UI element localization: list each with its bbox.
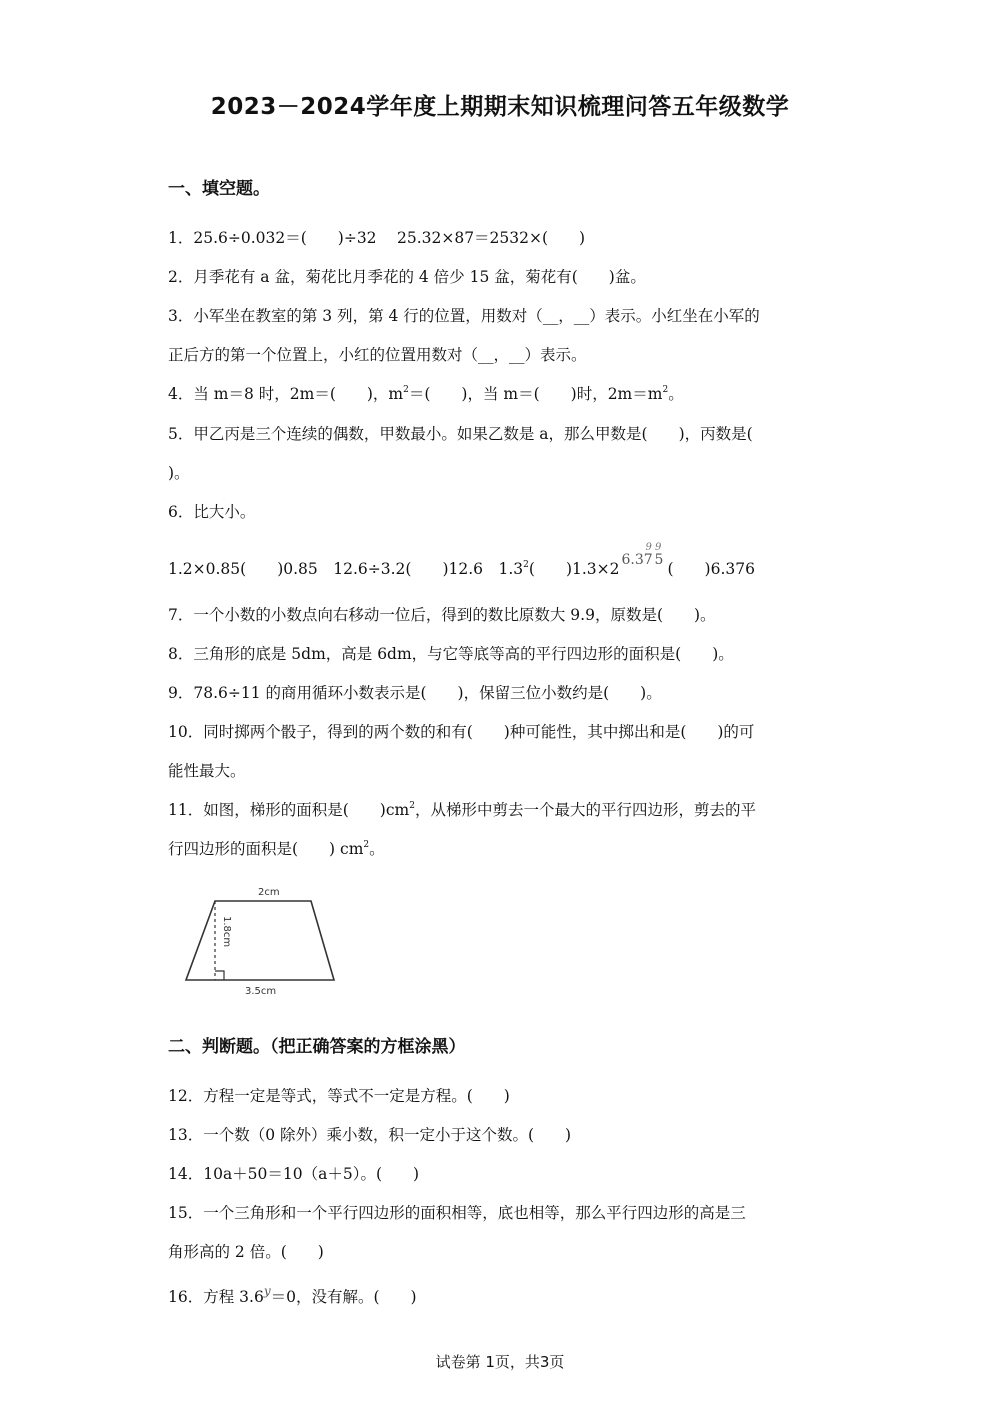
mixed-number-formula-image: 6.37 9 9 5 bbox=[621, 542, 664, 568]
height-label: 1.8cm bbox=[221, 916, 232, 948]
q6-exponent: 2 bbox=[523, 560, 529, 570]
page-footer: 试卷第 1页，共3页 bbox=[435, 1353, 565, 1371]
q16-variable: y bbox=[263, 1284, 271, 1298]
page-title: 2023－2024学年度上期期末知识梳理问答五年级数学 bbox=[210, 94, 790, 120]
question-11-line-1 bbox=[168, 800, 756, 820]
question-3-line-2: 正后方的第一个位置上，小红的位置用数对（__，__）表示。 bbox=[168, 346, 587, 364]
q16-text-1: 16．方程 3.6 bbox=[168, 1288, 264, 1306]
question-11-line-2 bbox=[168, 839, 385, 859]
question-5-line-1: 5．甲乙丙是三个连续的偶数，甲数最小。如果乙数是 a，那么甲数是( )，丙数是( bbox=[168, 425, 753, 443]
trapezoid-outline bbox=[186, 901, 334, 980]
question-4 bbox=[168, 384, 684, 404]
right-angle-mark bbox=[215, 971, 224, 980]
q6-text-3: ( )6.376 bbox=[667, 560, 755, 578]
question-6-comparisons bbox=[168, 542, 755, 579]
question-3-line-1: 3．小军坐在教室的第 3 列，第 4 行的位置，用数对（__，__）表示。小红坐在小军的 bbox=[168, 307, 760, 325]
question-15-line-2: 角形高的 2 倍。( ) bbox=[168, 1243, 324, 1261]
question-1: 1．25.6÷0.032＝( )÷32 25.32×87＝2532×( ) bbox=[168, 229, 586, 247]
q11-text-4: 。 bbox=[369, 840, 385, 858]
question-13: 13．一个数（0 除外）乘小数，积一定小于这个数。( ) bbox=[168, 1126, 572, 1144]
q6-text-1: 1.2×0.85( )0.85 12.6÷3.2( )12.6 1.3 bbox=[168, 560, 524, 578]
section-heading-true-false: 二、判断题。（把正确答案的方框涂黑） bbox=[168, 1037, 466, 1057]
question-8: 8．三角形的底是 5dm，高是 6dm，与它等底等高的平行四边形的面积是( )。 bbox=[168, 645, 734, 663]
question-7: 7．一个小数的小数点向右移动一位后，得到的数比原数大 9.9，原数是( )。 bbox=[168, 606, 716, 624]
question-14: 14．10a＋50＝10（a＋5）。( ) bbox=[168, 1165, 420, 1183]
q11-text-2: ，从梯形中剪去一个最大的平行四边形，剪去的平 bbox=[414, 801, 756, 819]
question-2: 2．月季花有 a 盆，菊花比月季花的 4 倍少 15 盆，菊花有( )盆。 bbox=[168, 268, 646, 286]
question-12: 12．方程一定是等式，等式不一定是方程。( ) bbox=[168, 1087, 510, 1105]
bottom-base-label: 3.5cm bbox=[245, 986, 277, 997]
top-base-label: 2cm bbox=[258, 887, 280, 898]
section-heading-fill-blank: 一、填空题。 bbox=[168, 179, 270, 199]
question-15-line-1: 15．一个三角形和一个平行四边形的面积相等，底也相等，那么平行四边形的高是三 bbox=[168, 1204, 746, 1222]
q4-text-1: 4．当 m＝8 时，2m＝( )，m bbox=[168, 385, 404, 403]
q11-exponent-2: 2 bbox=[363, 840, 370, 850]
q6-text-2: ( )1.3×2 bbox=[528, 560, 620, 578]
q11-text-3: 行四边形的面积是( ) cm bbox=[168, 840, 364, 858]
trapezoid-figure bbox=[180, 880, 350, 1002]
question-10-line-1: 10．同时掷两个骰子，得到的两个数的和有( )种可能性，其中掷出和是( )的可 bbox=[168, 723, 755, 741]
question-5-line-2: )。 bbox=[168, 464, 190, 482]
q16-text-2: ＝0，没有解。( ) bbox=[270, 1288, 417, 1306]
q11-exponent-1: 2 bbox=[409, 801, 415, 811]
q4-text-3: 。 bbox=[668, 385, 684, 403]
q4-exponent-2: 2 bbox=[662, 385, 669, 395]
question-9: 9．78.6÷11 的商用循环小数表示是( )，保留三位小数约是( )。 bbox=[168, 684, 662, 702]
question-10-line-2: 能性最大。 bbox=[168, 762, 246, 780]
q4-exponent-1: 2 bbox=[403, 385, 409, 395]
question-16 bbox=[168, 1281, 417, 1307]
q4-text-2: ＝( )，当 m＝( )时，2m＝m bbox=[408, 385, 663, 403]
question-6: 6．比大小。 bbox=[168, 503, 256, 521]
q11-text-1: 11．如图，梯形的面积是( )cm bbox=[168, 801, 410, 819]
